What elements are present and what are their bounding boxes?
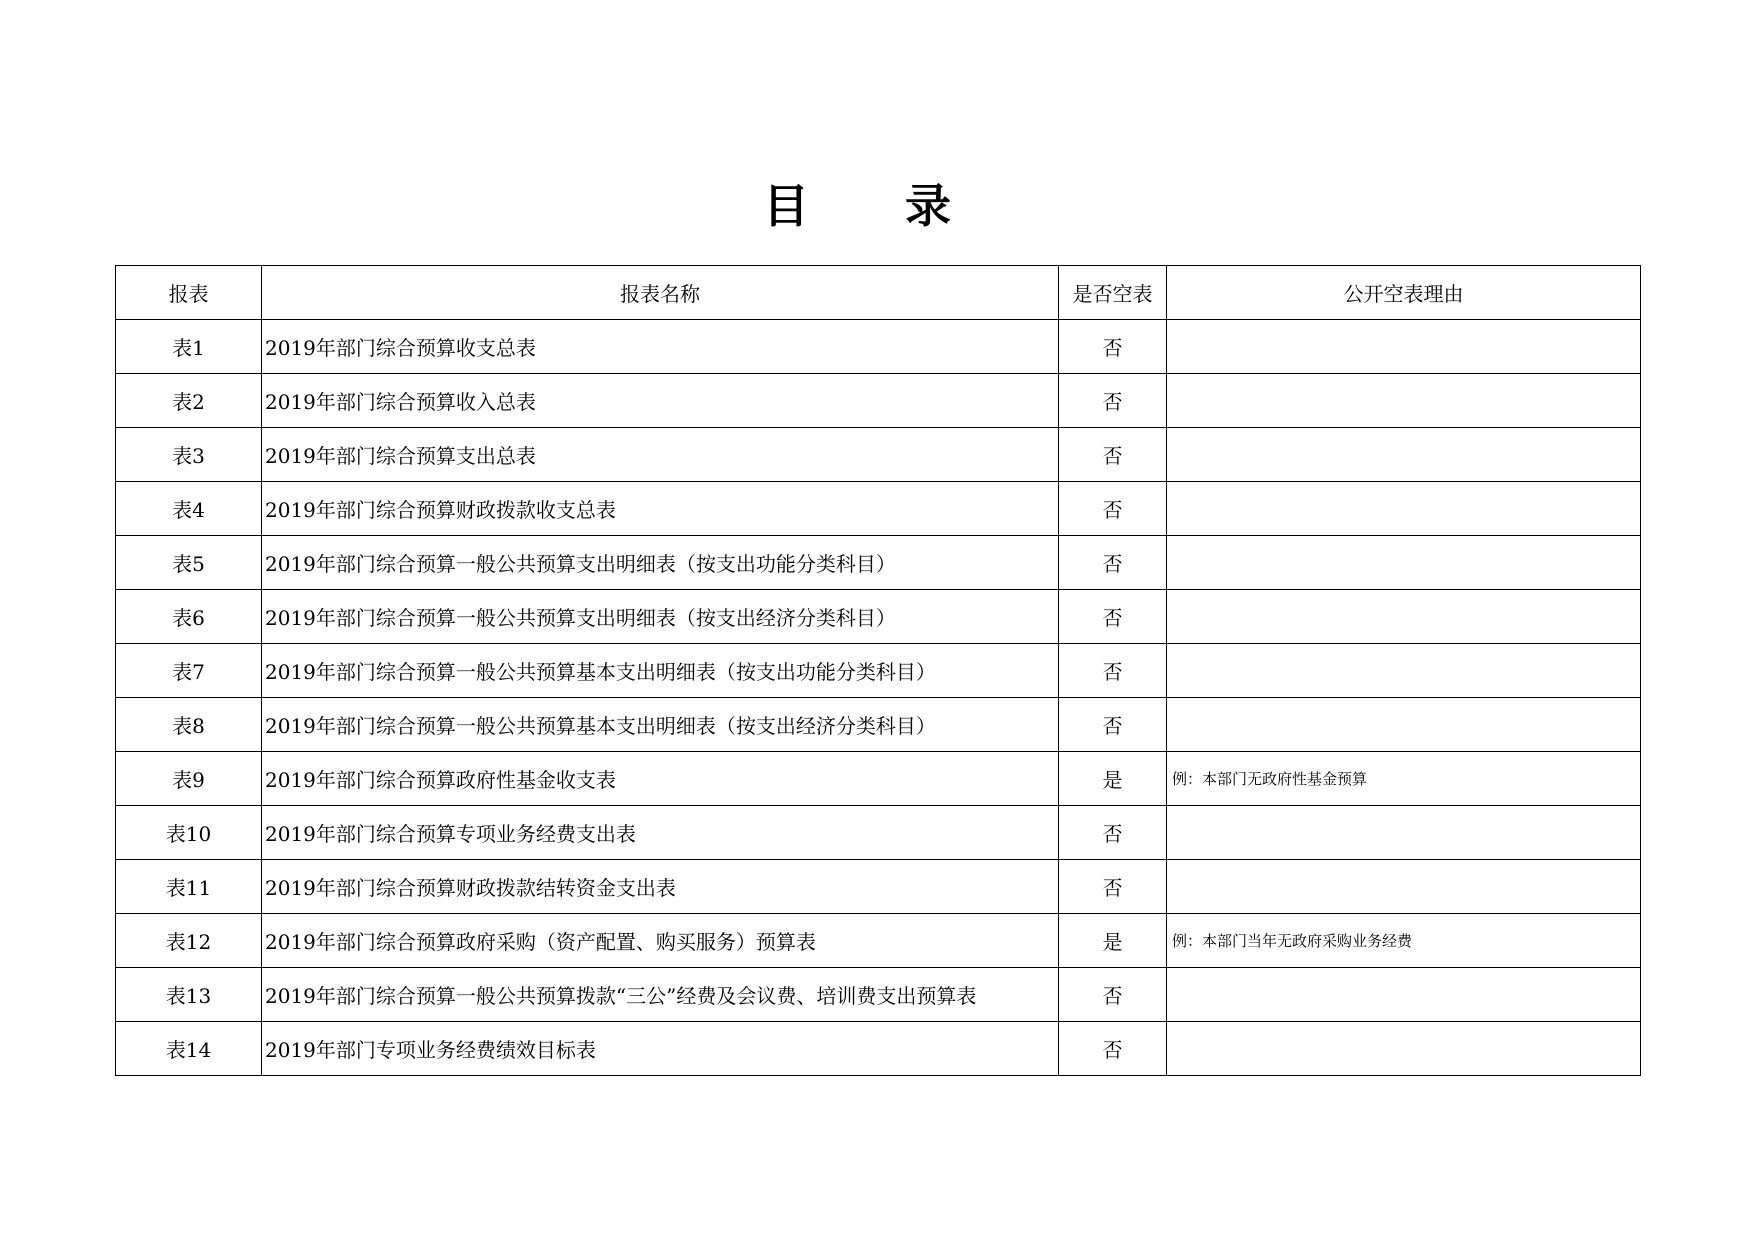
table-row: [116, 590, 1641, 644]
header-name: 报表名称: [262, 266, 1059, 320]
row-reason: [1167, 806, 1641, 860]
row-code: 表9: [116, 752, 262, 806]
row-name: 2019年部门综合预算一般公共预算基本支出明细表（按支出经济分类科目）: [262, 698, 1059, 752]
table-row: [116, 698, 1641, 752]
row-reason: [1167, 428, 1641, 482]
row-reason: [1167, 320, 1641, 374]
header-row: [116, 266, 1641, 320]
table-row: [116, 536, 1641, 590]
row-code: 表13: [116, 968, 262, 1022]
row-code: 表11: [116, 860, 262, 914]
row-reason: [1167, 644, 1641, 698]
row-reason: [1167, 536, 1641, 590]
row-name: 2019年部门综合预算收支总表: [262, 320, 1059, 374]
row-reason: [1167, 968, 1641, 1022]
table-row: [116, 644, 1641, 698]
row-empty: 否: [1059, 482, 1167, 536]
row-empty: 否: [1059, 590, 1167, 644]
row-name: 2019年部门综合预算支出总表: [262, 428, 1059, 482]
row-code: 表10: [116, 806, 262, 860]
table-row: [116, 482, 1641, 536]
row-code: 表3: [116, 428, 262, 482]
table-row: [116, 860, 1641, 914]
row-code: 表6: [116, 590, 262, 644]
row-name: 2019年部门综合预算一般公共预算支出明细表（按支出经济分类科目）: [262, 590, 1059, 644]
row-code: 表14: [116, 1022, 262, 1076]
row-name: 2019年部门综合预算政府采购（资产配置、购买服务）预算表: [262, 914, 1059, 968]
row-name: 2019年部门综合预算一般公共预算拨款“三公”经费及会议费、培训费支出预算表: [262, 968, 1059, 1022]
row-name: 2019年部门专项业务经费绩效目标表: [262, 1022, 1059, 1076]
catalog-table: [115, 265, 1641, 1076]
row-reason: [1167, 590, 1641, 644]
row-empty: 否: [1059, 968, 1167, 1022]
row-name: 2019年部门综合预算收入总表: [262, 374, 1059, 428]
table-row: [116, 428, 1641, 482]
row-empty: 否: [1059, 860, 1167, 914]
row-code: 表5: [116, 536, 262, 590]
row-reason: [1167, 698, 1641, 752]
table-row: [116, 914, 1641, 968]
row-code: 表2: [116, 374, 262, 428]
row-empty: 否: [1059, 374, 1167, 428]
row-reason: 例：本部门当年无政府采购业务经费: [1167, 914, 1641, 968]
page-title: 目 录: [762, 179, 991, 233]
row-name: 2019年部门综合预算政府性基金收支表: [262, 752, 1059, 806]
table-row: [116, 968, 1641, 1022]
header-reason: 公开空表理由: [1167, 266, 1641, 320]
table-row: [116, 1022, 1641, 1076]
row-reason: [1167, 1022, 1641, 1076]
row-empty: 是: [1059, 914, 1167, 968]
row-empty: 否: [1059, 536, 1167, 590]
table-row: [116, 806, 1641, 860]
row-empty: 否: [1059, 644, 1167, 698]
row-code: 表12: [116, 914, 262, 968]
row-code: 表8: [116, 698, 262, 752]
row-name: 2019年部门综合预算专项业务经费支出表: [262, 806, 1059, 860]
row-name: 2019年部门综合预算一般公共预算支出明细表（按支出功能分类科目）: [262, 536, 1059, 590]
row-code: 表1: [116, 320, 262, 374]
row-empty: 否: [1059, 698, 1167, 752]
table-row: [116, 752, 1641, 806]
table-row: [116, 320, 1641, 374]
row-name: 2019年部门综合预算一般公共预算基本支出明细表（按支出功能分类科目）: [262, 644, 1059, 698]
row-reason: 例：本部门无政府性基金预算: [1167, 752, 1641, 806]
row-name: 2019年部门综合预算财政拨款结转资金支出表: [262, 860, 1059, 914]
table-row: [116, 374, 1641, 428]
row-reason: [1167, 860, 1641, 914]
header-code: 报表: [116, 266, 262, 320]
row-empty: 是: [1059, 752, 1167, 806]
row-empty: 否: [1059, 428, 1167, 482]
row-empty: 否: [1059, 320, 1167, 374]
header-empty: 是否空表: [1059, 266, 1167, 320]
row-reason: [1167, 374, 1641, 428]
row-name: 2019年部门综合预算财政拨款收支总表: [262, 482, 1059, 536]
row-empty: 否: [1059, 806, 1167, 860]
row-reason: [1167, 482, 1641, 536]
row-code: 表7: [116, 644, 262, 698]
row-empty: 否: [1059, 1022, 1167, 1076]
row-code: 表4: [116, 482, 262, 536]
